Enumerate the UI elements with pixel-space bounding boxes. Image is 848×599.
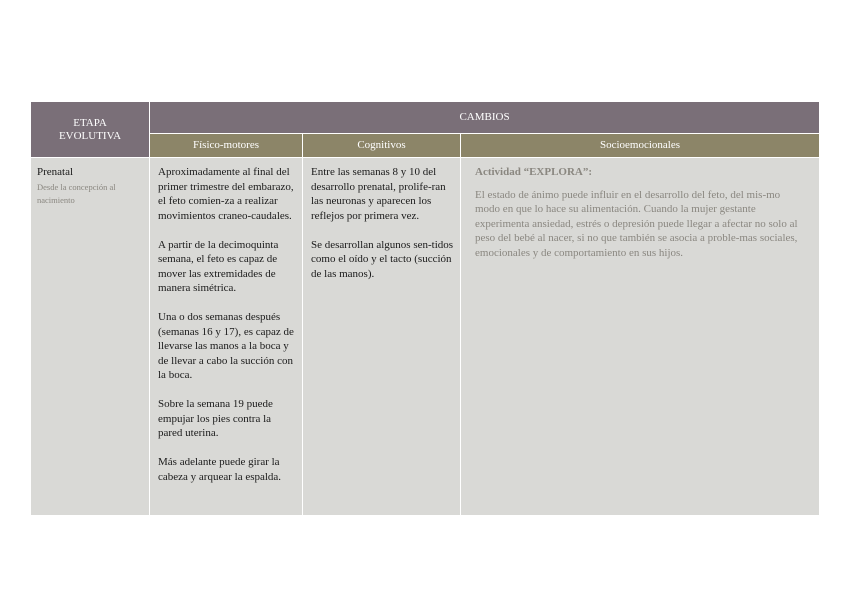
actividad-explora-text: El estado de ánimo puede influir en el desarrollo del feto, del mis-mo modo en que lo hace su alimentación. Cuando la mujer gestante experimenta ansiedad, estrés o depresión puede llegar a afectar no solo al peso del bebé al nacer, si no que también se asocia a proble-mas sociales, emocionales y de comportamiento en sus hijos. xyxy=(475,188,798,259)
header-fisico-motores: Físico-motores xyxy=(150,133,303,157)
header-cambios: CAMBIOS xyxy=(150,102,820,134)
cell-socioemocionales xyxy=(461,158,820,516)
etapa-title: Prenatal xyxy=(37,166,74,178)
header-etapa-line2: EVOLUTIVA xyxy=(58,129,122,142)
header-cognitivos: Cognitivos xyxy=(303,133,461,157)
header-etapa-line1: ETAPA xyxy=(73,116,107,129)
cell-cognitivos xyxy=(303,158,461,516)
fisico-paragraph: Una o dos semanas después (semanas 16 y 17), es capaz de llevarse las manos a la boca y de llevar a cabo la succión con la boca. xyxy=(158,311,294,381)
header-etapa-evolutiva xyxy=(31,102,150,158)
actividad-explora-title: Actividad “EXPLORA”: xyxy=(475,166,593,178)
fisico-paragraph: Más adelante puede girar la cabeza y arquear la espalda. xyxy=(158,456,282,483)
fisico-paragraph: A partir de la decimoquinta semana, el feto es capaz de mover las extremidades de manera simétrica. xyxy=(158,238,279,294)
cognitivo-paragraph: Se desarrollan algunos sen-tidos como el oído y el tacto (succión de las manos). xyxy=(311,238,454,280)
development-table-container xyxy=(30,101,819,516)
development-table xyxy=(30,101,820,516)
etapa-subtitle: Desde la concepción al nacimiento xyxy=(37,181,116,205)
cell-etapa xyxy=(31,158,150,516)
cognitivo-paragraph: Entre las semanas 8 y 10 del desarrollo prenatal, prolife-ran las neuronas y aparecen los reflejos por primera vez. xyxy=(311,166,446,222)
header-socioemocionales: Socioemocionales xyxy=(461,133,820,157)
fisico-paragraph: Aproximadamente al final del primer trimestre del embarazo, el feto comien-za a realizar movimientos craneo-caudales. xyxy=(158,166,294,222)
cell-fisico-motores xyxy=(150,158,303,516)
fisico-paragraph: Sobre la semana 19 puede empujar los pies contra la pared uterina. xyxy=(158,398,273,439)
